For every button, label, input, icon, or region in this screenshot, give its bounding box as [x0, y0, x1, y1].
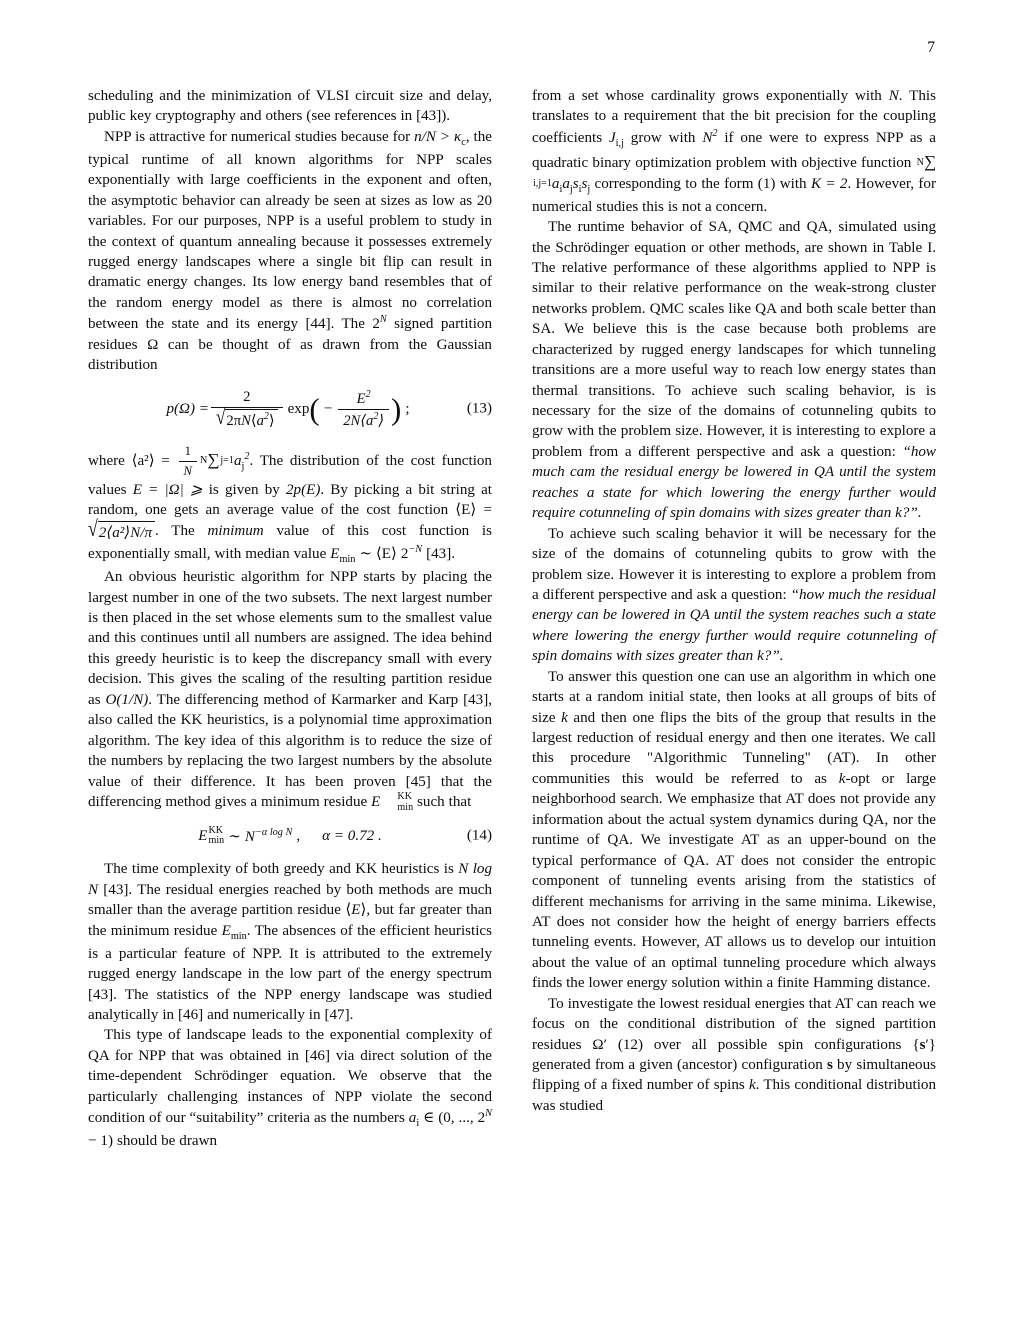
inline-math-a-j-sq: $a_j^2$ — [233, 450, 250, 472]
eq13-outer-fraction — [211, 389, 283, 430]
r4-seg-b: and then one flips the bits of the group that results in the largest reduction of residual energy and then one iterates. We call this procedure "Algorithmic Tunneling" (AT). In other communities this would be referred to as — [532, 709, 936, 787]
inline-math-big-O: O(1/N) — [105, 691, 149, 708]
inline-frac-1-over-N: $\frac{1}{N}$ — [179, 443, 197, 480]
p6-seg-b: should be drawn — [113, 1133, 218, 1150]
equation-13 — [88, 389, 492, 430]
p3-seg-c: is given by — [202, 481, 286, 498]
eq13-sqrt — [215, 405, 278, 430]
r5-seg-c: generated from a given (ancestor) configuration — [532, 1057, 827, 1074]
eq13-radicand: $2\pi N⟨a^2⟩$ — [225, 409, 277, 430]
p3-seg-e: . The — [155, 522, 208, 539]
inline-math-E-min-2: $E_{min}$ — [221, 922, 247, 942]
inline-math-n-over-N: $n/N > \kappa_c$ — [414, 128, 466, 148]
eq14-comma: , — [296, 827, 301, 844]
inline-math-E-eq: E = |Ω| ⩾ — [132, 481, 203, 498]
r1-seg-d: if one were to express NPP as a quadratic binary optimization problem with objective function — [532, 129, 936, 171]
inline-math-s-bold: s — [827, 1057, 833, 1074]
equation-13-number: (13) — [466, 400, 492, 417]
eq13-inner-denominator: $2N⟨a^2⟩$ — [338, 409, 389, 430]
r5-seg-a: To investigate the lowest residual energies that AT can reach we focus on the conditional distribution of the signed partition residues — [532, 995, 936, 1053]
right-column — [532, 86, 936, 1152]
p5-seg-b: [43]. The residual energies reached by both methods are much smaller than the average partition residue — [88, 881, 492, 919]
paragraph-1 — [88, 86, 492, 127]
sum-upper-limit-ij: N — [916, 157, 924, 169]
paragraph-r4 — [532, 667, 936, 994]
r5-seg-d: by simultaneous flipping of a fixed number of spins — [532, 1057, 936, 1094]
r5-seg-b: (12) over all possible spin configurations — [606, 1036, 913, 1053]
p6-seg-a: This type of landscape leads to the exponential complexity of QA for NPP that was obtained in [46] via direct solution of the time-dependent Schrödinger equation. We observe that the particularly challenging instances of NPP violate the second condition of our “suitability” criteria as the numbers — [88, 1027, 492, 1127]
E-min-KK-limits: KK min — [397, 791, 414, 813]
paragraph-2 — [88, 127, 492, 376]
p2-seg-b: , the typical runtime of all known algorithms for NPP scales exponentially with large coefficients in the exponent and often, the asymptotic behavior can already be seen at sizes as low as 20 variables. For our purposes, NPP is a useful problem to study in the context of quantum annealing because it possesses extremely rugged energy landscapes where a single bit flip can result in dramatic energy changes. Its low energy band resembles that of the random energy model as there is almost no correlation between the state and its energy [44]. The — [88, 128, 493, 333]
page-number: 7 — [927, 39, 935, 56]
eq14-alpha-value: α = 0.72 . — [322, 827, 382, 844]
summation-icon-2: ∑ — [923, 151, 936, 171]
inline-math-E-min-KK: E KK min — [371, 791, 414, 813]
p3-seg-g: value of this cost function is exponentially small, with median value — [88, 522, 492, 563]
two-column-layout — [88, 86, 936, 1152]
p2-seg-d: can be thought of as drawn from the Gaussian distribution — [88, 336, 492, 374]
kappa-subscript: c — [461, 136, 466, 148]
paragraph-r3 — [532, 524, 936, 667]
p5-seg-c: , but far greater than the minimum residue — [88, 902, 492, 939]
inline-math-E-mean-eq: ⟨E⟩ = — [455, 502, 492, 519]
eq13-minus-sign: − — [323, 400, 333, 417]
radical-icon-inline: √ — [88, 515, 98, 541]
summation-icon: ∑ — [207, 449, 220, 469]
sum-lower-limit-ij: i,j=1 — [533, 178, 552, 190]
inline-math-2pE: 2p(E) — [285, 481, 321, 498]
inline-math-aass: $a_ia_js_is_j$ — [551, 175, 591, 195]
paragraph-r1 — [532, 86, 936, 217]
p5-seg-a: The time complexity of both greedy and KK heuristics is — [104, 861, 459, 878]
r1-seg-f: . However, for numerical studies this is not a concern. — [532, 175, 936, 215]
left-column — [88, 86, 492, 1152]
inline-math-in-set: ∈ (0, ..., $2^N - 1$) — [88, 1108, 492, 1150]
equation-14-number: (14) — [466, 827, 492, 844]
r1-seg-b: . This translates to a requirement that the bit precision for the coupling coefficients — [532, 88, 936, 146]
inline-math-E-mean-2: ⟨E⟩ $2^{-N}$ — [375, 544, 423, 563]
paragraph-5 — [88, 859, 492, 1025]
eq14-lhs: E KK min — [198, 824, 225, 847]
emph-minimum: minimum — [207, 522, 264, 539]
eq14-exponent: −α log N — [254, 826, 293, 838]
equation-13-body — [166, 389, 413, 430]
eq13-open-paren: ( — [309, 392, 320, 428]
p4-seg-a: An obvious heuristic algorithm for NPP starts by placing the largest number in one of the two subsets. The next largest number is then placed in the set whose elements sum to the smallest value and this continues until all numbers are assigned. The idea behind this greedy heuristic is to keep the discrepancy small with every decision. This gives the scaling of the resulting partition residue as — [88, 569, 492, 708]
eq13-lhs: p(Ω) = — [166, 400, 209, 417]
inline-sqrt-arg: 2⟨a²⟩N/π — [98, 521, 155, 543]
eq13-numerator: 2 — [243, 388, 251, 405]
inline-math-a-sq-mean: ⟨a²⟩ = — [131, 452, 170, 469]
quote-1: “how much cam the residual energy be lowered in QA until the system reaches a state for which lowering the energy further would require cotunneling of spin domains with sizes greater than k?”. — [532, 443, 936, 522]
inline-math-omega: Ω — [147, 336, 159, 353]
inline-math-k-var-3: k — [748, 1077, 756, 1094]
eq13-close-paren: ) — [391, 392, 402, 428]
r3-text: To achieve such scaling behavior it will be necessary for the size of the domains of cotunneling qubits to grow with the problem size. However it is interesting to explore a problem from a different perspective and ask a question: — [532, 525, 936, 603]
radical-icon: √ — [215, 405, 226, 429]
inline-tilde: ∼ — [359, 546, 372, 563]
inline-math-k-var-2: k — [838, 770, 846, 787]
paragraph-6 — [88, 1025, 492, 1151]
r1-seg-e: corresponding to the form (1) with — [590, 175, 811, 192]
eq14-lhs-limits: KK min — [208, 824, 225, 847]
eq14-relation: ∼ — [228, 828, 241, 845]
inline-math-N-squared: $N^2$ — [702, 127, 718, 146]
inline-math-K-eq-2: K = 2 — [810, 175, 848, 192]
p3-seg-a: where — [88, 452, 132, 469]
r2-text: The runtime behavior of SA, QMC and QA, simulated using the Schrödinger equation or other methods, are shown in Table I. The relative performance of these algorithms applied to NPP is similar to their relative performance on the weak-strong cluster networks problem. QMC scales like QA and both scale better than SA. We believe this is the case because both problems are characterized by rugged energy landscapes for which tunneling transitions are a more useful way to reach low energy states than thermal transitions. To achieve such scaling behavior, is is necessary for the size of the domains of cotunneling qubits to grow with the problem size. However, it is interesting to explore a problem from a different perspective and ask a question: — [532, 219, 936, 460]
r4-seg-a: To answer this question one can use an algorithm in which one starts at a random initial state, then looks at all groups of bits of size — [532, 668, 936, 726]
equation-14 — [88, 826, 492, 847]
eq13-exp-operator: exp — [287, 400, 310, 417]
inline-math-omega-prime: Ω′ — [592, 1036, 607, 1053]
p5-seg-d: . The absences of the efficient heuristics is a particular feature of NPP. It is attributed to the extremely rugged energy landscape in the low part of the energy spectrum [43]. The statistics of the NPP energy landscape was studied analytically in [46] and numerically in [47]. — [88, 922, 492, 1023]
p3-seg-h: [43]. — [422, 546, 456, 563]
inline-math-s-prime-set: {s′} — [912, 1036, 936, 1053]
inline-math-J-ij: $J_{i,j}$ — [608, 129, 624, 149]
r4-seg-c: -opt or large neighborhood search. We emphasize that AT does not provide any information about the actual system dynamics during QA, nor the runtime of QA. We investigate AT as an upper-bound on the typical performance of QA. AT does not consider the entropic component of tunneling events arising from the statistics of different mechanisms for arriving in the same minima. Likewise, AT does not consider how the height of energy barriers effects tunneling events. However, AT allows us to develop our intuition about the value of an optimal tunneling procedure which always finds the lower energy solution within a finite Hamming distance. — [532, 770, 936, 992]
p3-seg-b: . The distribution of the cost function values — [88, 452, 492, 498]
equation-14-body — [198, 826, 382, 847]
sum-limits-j: N — [200, 455, 208, 467]
paragraph-3 — [88, 443, 492, 568]
paragraph-r5 — [532, 994, 936, 1117]
r5-seg-e: . This conditional distribution was studied — [532, 1077, 936, 1114]
inline-math-k-var: k — [561, 709, 568, 726]
eq13-denominator — [211, 407, 283, 430]
p4-seg-b: . The differencing method of Karmarker and Karp [43], also called the KK heuristics, is a polynomial time approximation algorithm. The key idea of this algorithm is to reduce the size of the numbers by replacing the two largest numbers by the absolute value of their difference. It has been proven [45] that the differencing method gives a minimum residue — [88, 691, 492, 810]
inline-math-2N: $2^N$ — [372, 314, 387, 333]
p4-seg-c: such that — [413, 793, 472, 810]
paragraph-4 — [88, 567, 492, 813]
quote-2: “how much the residual energy can be lowered in QA until the system reaches such a state where lowering the energy further would require cotunneling of spin domains with sizes greater than k?”. — [532, 586, 936, 665]
inline-math-a-i-in: $a_i$ — [408, 1110, 420, 1130]
inline-math-E-min: $E_{min}$ — [330, 546, 356, 566]
eq13-terminator: ; — [405, 400, 410, 417]
eq13-inner-numerator: $E^2$ — [356, 388, 371, 407]
eq13-inner-fraction — [338, 389, 389, 430]
sum-lower-limit-j: j=1 — [220, 455, 234, 467]
inline-math-N-var: N — [888, 88, 899, 104]
inline-math-N-log-N: N log N — [88, 861, 492, 898]
p3-seg-d: . By picking a bit string at random, one gets an average value of the cost function — [88, 481, 493, 519]
paragraph-r2 — [532, 217, 936, 524]
paragraph-1-text: scheduling and the minimization of VLSI circuit size and delay, public key cryptography and others (see references in [43]). — [88, 88, 492, 125]
inline-math-E-mean-2b: ⟨E⟩ — [345, 902, 367, 919]
p2-seg-a: NPP is attractive for numerical studies because for — [104, 128, 415, 145]
r1-seg-a: from a set whose cardinality grows exponentially with — [532, 88, 889, 104]
eq14-rhs: $N^{-\alpha log N}$ — [244, 826, 293, 845]
r1-seg-c: grow with — [623, 129, 703, 146]
p2-seg-c: signed partition residues — [88, 316, 492, 353]
inline-sqrt — [88, 515, 155, 543]
